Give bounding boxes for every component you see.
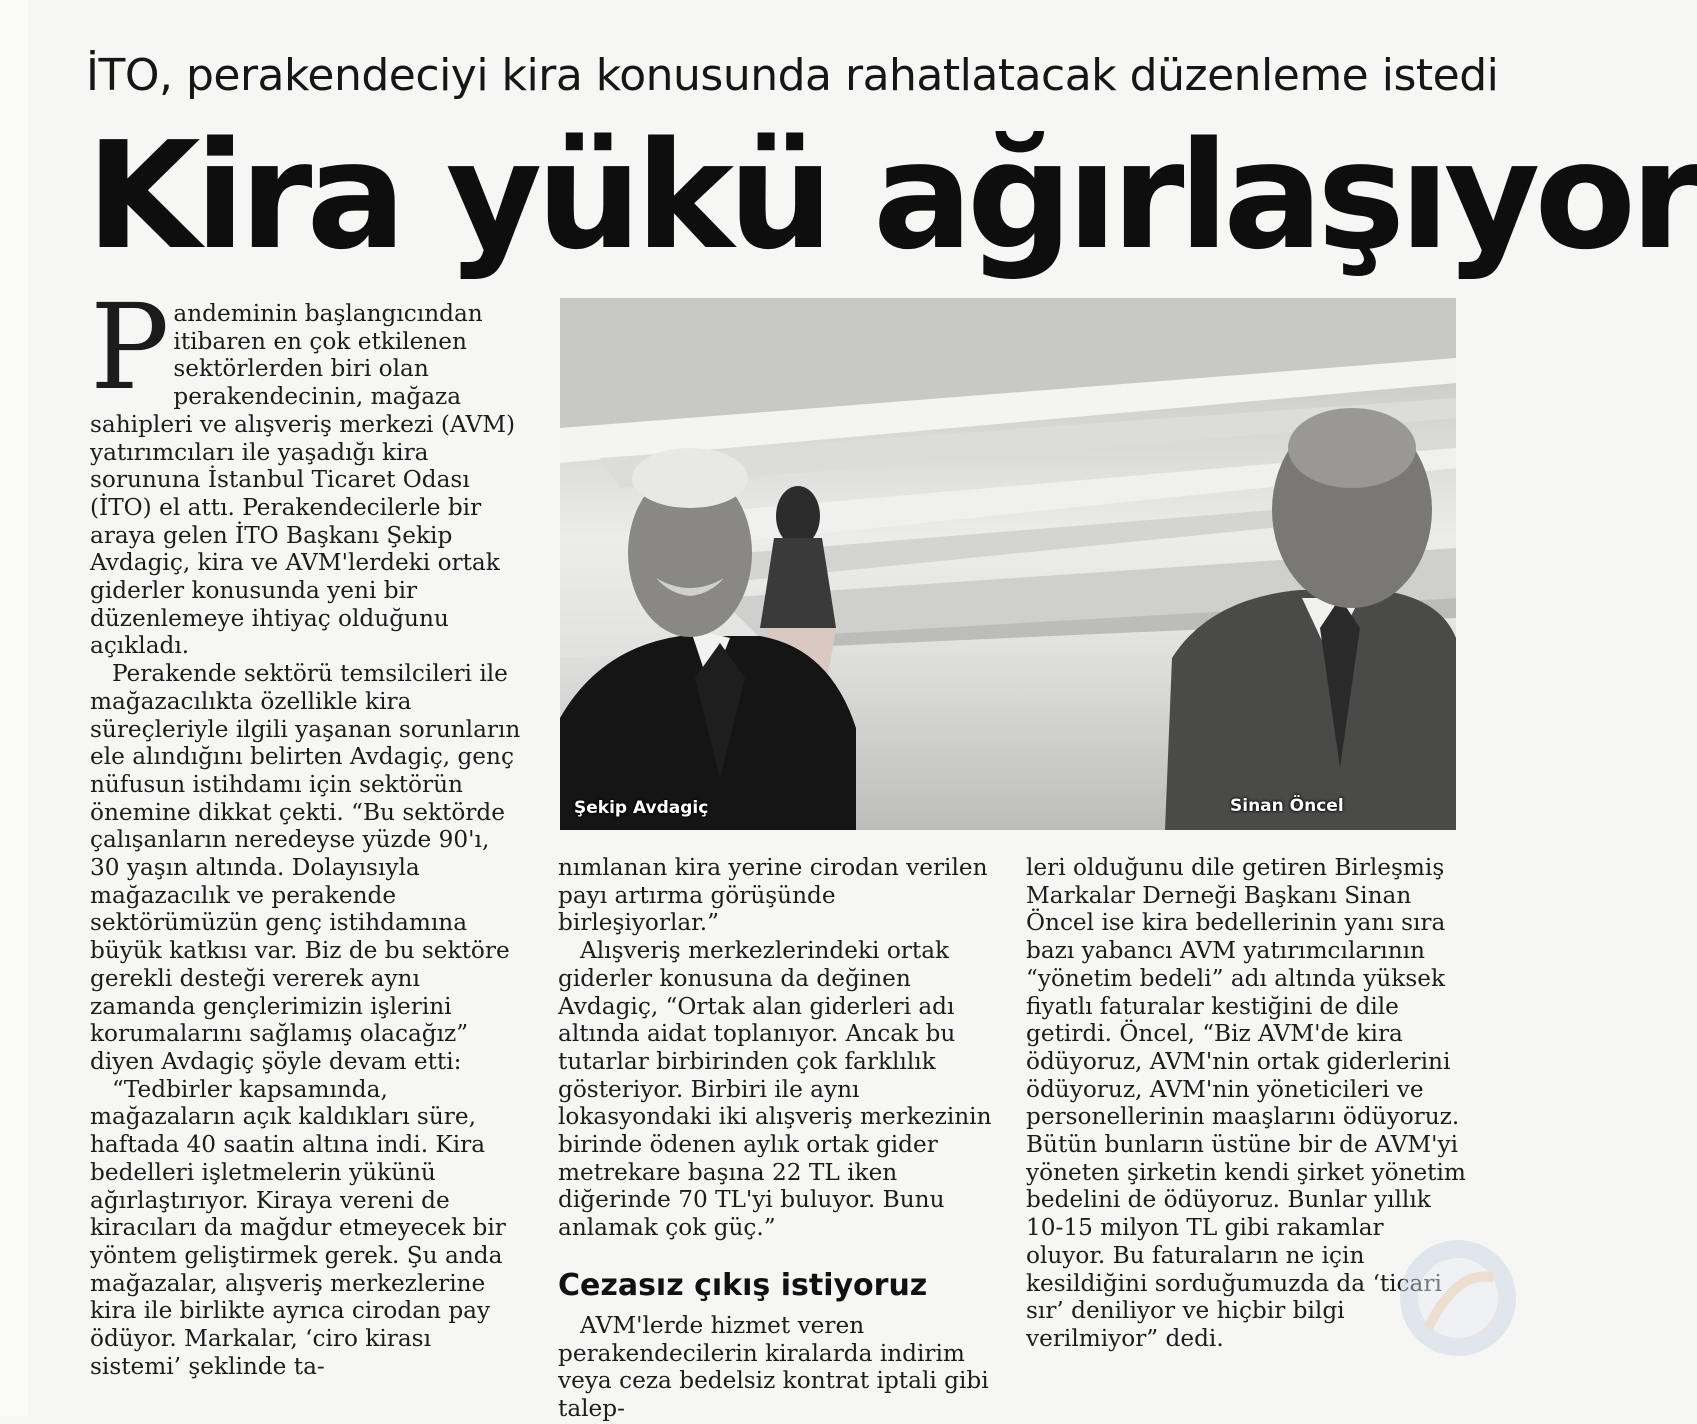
clipping-stamp-logo	[1398, 1208, 1490, 1424]
paragraph-intro	[90, 278, 522, 660]
paragraph-intro-text: andeminin başlangıcından itibaren en çok etkilenen sektörlerden biri olan perakendecinin, mağaza sahipleri ve alışveriş merkezi (AVM) yatırımcıları ile yaşadığı kira sorununa İstanbul Ticaret Odası (İTO) el attı. Perakendecilerle bir araya gelen İTO Başkanı Şekip Avdagiç, kira ve AVM'lerdeki ortak giderler konusunda yeni bir düzenlemeye ihtiyaç olduğunu açıkladı.	[90, 300, 516, 660]
photo-caption-right: Sinan Öncel	[1230, 796, 1344, 816]
article-kicker: İTO, perakendeciyi kira konusunda rahatlatacak düzenleme istedi	[86, 50, 1499, 101]
paragraph: leri olduğunu dile getiren Birleşmiş Markalar Derneği Başkanı Sinan Öncel ise kira bedellerinin yanı sıra bazı yabancı AVM yatırımcılarının “yönetim bedeli” adı altında yüksek fiyatlı faturalar kestiğini de dile getirdi. Öncel, “Biz AVM'de kira ödüyoruz, AVM'nin ortak giderlerini ödüyoruz, AVM'nin yöneticileri ve personellerinin maaşlarını ödüyoruz. Bütün bunların üstüne bir de AVM'yi yöneten şirketin kendi şirket yönetim bedelini de ödüyoruz. Bunlar yıllık 10-15 milyon TL gibi rakamlar oluyor. Bu faturaların ne için kesildiğini sorduğumuzda da ‘ticari sır’ deniliyor ve hiçbir bilgi verilmiyor” dedi.	[1026, 854, 1466, 1352]
paragraph: Alışveriş merkezlerindeki ortak giderler konusuna da değinen Avdagiç, “Ortak alan giderleri adı altında aidat toplanıyor. Ancak bu tutarlar birbirinden çok farklılık gösteriyor. Birbiri ile aynı lokasyondaki iki alışveriş merkezinin birinde ödenen aylık ortak gider metrekare başına 22 TL iken diğerinde 70 TL'yi buluyor. Bunu anlamak çok güç.”	[558, 937, 992, 1242]
article-column-1	[90, 278, 522, 1380]
article-photo	[560, 298, 1456, 830]
page-margin	[0, 0, 28, 1416]
paragraph: AVM'lerde hizmet veren perakendecilerin kiralarda indirim veya ceza bedelsiz kontrat iptali gibi talep-	[558, 1311, 989, 1422]
article-headline: Kira yükü ağırlaşıyor	[86, 110, 1697, 282]
drop-cap: P	[90, 278, 170, 416]
paragraph: nımlanan kira yerine cirodan verilen payı artırma görüşünde birleşiyorlar.”	[558, 854, 988, 937]
paragraph: “Tedbirler kapsamında, mağazaların açık kaldıkları süre, haftada 40 saatin altına indi. Kira bedelleri işletmelerin yükünü ağırlaştırıyor. Kiraya vereni de kiracıları da mağdur etmeyecek bir yöntem geliştirmek gerek. Şu anda mağazalar, alışveriş merkezlerine kira ile birlikte ayrıca cirodan pay ödüyor. Markalar, ‘ciro kirası sistemi’ şeklinde ta-	[90, 1075, 506, 1380]
photo-caption-left: Şekip Avdagiç	[574, 798, 709, 818]
mall-scene-illustration	[560, 298, 1456, 830]
article-column-2	[558, 854, 994, 1423]
paragraph: Perakende sektörü temsilcileri ile mağazacılıkta özellikle kira süreçleriyle ilgili yaşanan sorunların ele alındığını belirten Avdagiç, genç nüfusun istihdamı için sektörün önemine dikkat çekti. “Bu sektörde çalışanların neredeyse yüzde 90'ı, 30 yaşın altında. Dolayısıyla mağazacılık ve perakende sektörümüzün genç istihdamına büyük katkısı var. Biz de bu sektöre gerekli desteği vererek aynı zamanda gençlerimizin işlerini korumalarını sağlamış olacağız” diyen Avdagiç şöyle devam etti:	[90, 660, 521, 1075]
section-subheading: Cezasız çıkış istiyoruz	[558, 1267, 928, 1303]
